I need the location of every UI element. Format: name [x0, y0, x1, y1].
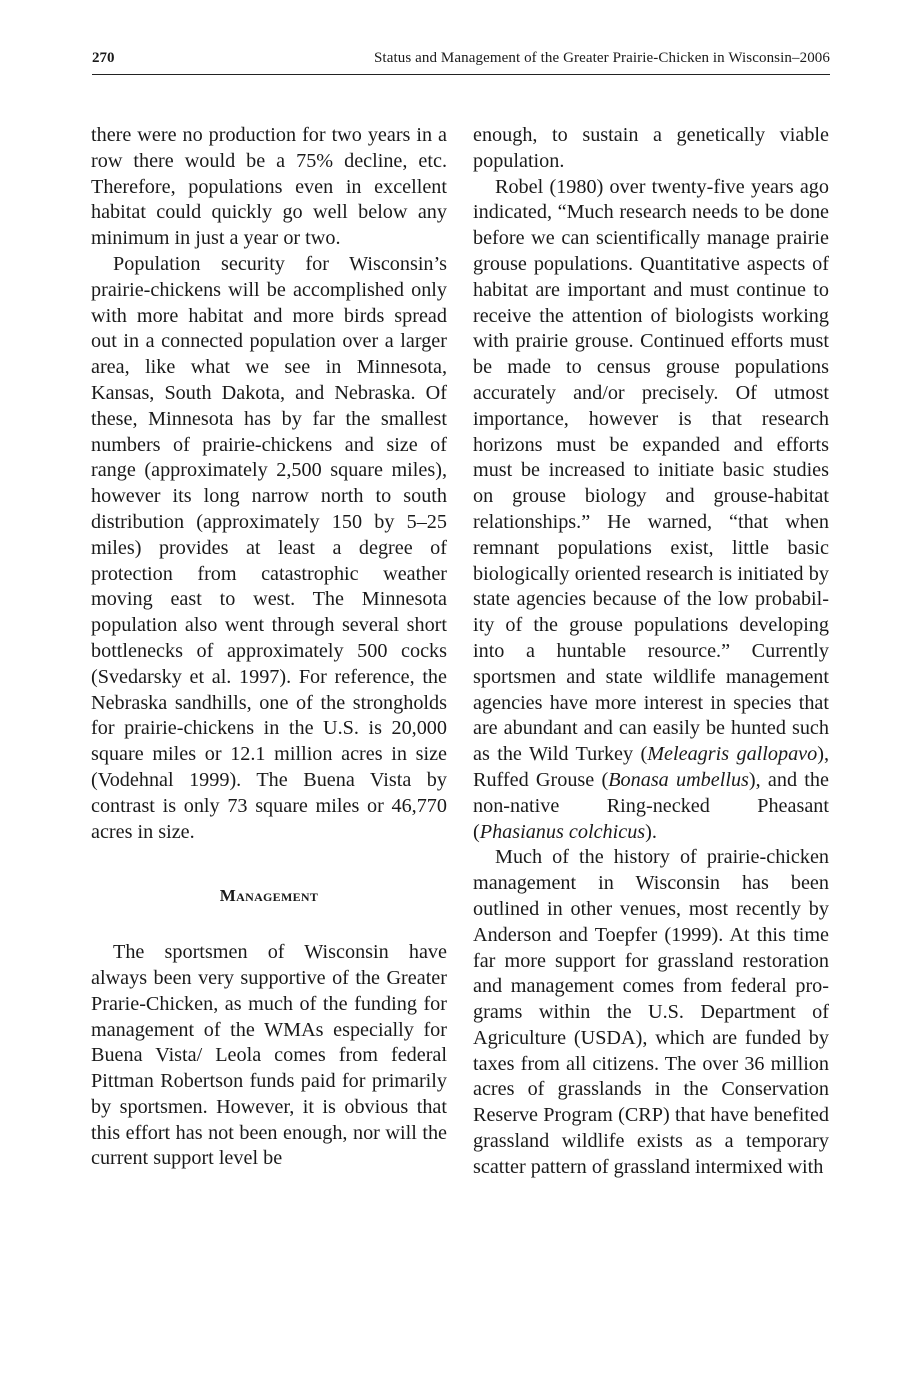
section-heading-management: Management — [219, 886, 319, 906]
species-lead-3: ), and the non-native Ring-necked Pheasant ( — [473, 768, 829, 843]
species-sci-name-2: Bonasa umbellus — [608, 768, 749, 791]
paragraph-continued: there were no production for two years in a row there would be a 75% decline, etc. Therefore, populations even in excellent habitat could quickly go well below any minimum in just a year or two. — [91, 124, 447, 250]
species-lead-1: Wild Turkey ( — [528, 743, 648, 766]
paragraph-robel-quote — [473, 175, 829, 846]
left-column — [91, 123, 447, 1172]
robel-quote-text: Robel (1980) over twenty-five years ago indicated, “Much research needs to be done before we can scientifically manage prairie grouse populations. Quantitative aspects of habitat are important and must continue to receive the attention of biologists working with prairie grouse. Continued efforts must be made to census grouse populations accurately and/or precisely. Of utmost importance, however is that research horizons must be expanded and efforts must be increased to initiate basic studies on grouse biology and grouse-habitat relationships.” He warned, “that when remnant populations exist, little basic biologically oriented research is initiated by state agencies because of the low probability of the grouse populations developing into a huntable resource.” Currently sportsmen and state wildlife management agencies have more interest in species that are abundant and can easily be hunted such as the — [473, 175, 829, 766]
running-title: Status and Management of the Greater Prairie-Chicken in Wisconsin–2006 — [373, 50, 830, 66]
paragraph-end: ). — [645, 820, 657, 843]
species-lead-2: ), Ruffed Grouse ( — [473, 743, 830, 791]
species-sci-name-3: Phasianus colchicus — [479, 820, 646, 843]
paragraph-continued-right: enough, to sustain a genetically viable population. — [473, 124, 829, 172]
species-sci-name-1: Meleagris gallopavo — [647, 743, 818, 766]
paragraph-sportsmen: The sportsmen of Wisconsin have always been very supportive of the Greater Prarie-Chicken, as much of the funding for management of the WMAs especially for Buena Vista/ Leola comes from federal Pittman Robertson funds paid for primarily by sportsmen. However, it is obvious that this effort has not been enough, nor will the current support level be — [91, 941, 447, 1170]
running-header — [92, 48, 830, 75]
right-column — [473, 123, 829, 1181]
page-number: 270 — [92, 50, 115, 66]
paragraph-population-security: Population security for Wisconsin’s prairie-chickens will be accomplished only with more habitat and more birds spread out in a connected population over a larger area, like what we see in Minnesota, Kansas, South Dakota, and Nebraska. Of these, Minnesota has by far the smallest numbers of prairie-chickens and size of range (approximately 2,500 square miles), however its long narrow north to south distribution (approximately 150 by 5–25 miles) provides at least a degree of protection from catastrophic weather moving east to west. The Minnesota population also went through several short bottlenecks of approximately 500 cocks (Svedarsky et al. 1997). For reference, the Nebraska sandhills, one of the strongholds for prairie-chickens in the U.S. is 20,000 square miles or 12.1 million acres in size (Vodehnal 1999). The Buena Vista by contrast is only 73 square miles or 46,770 acres in size. — [91, 252, 447, 843]
paragraph-history: Much of the history of prairie-chicken management in Wisconsin has been outlined in other venues, most recently by Anderson and Toepfer (1999). At this time far more support for grassland restoration and management comes from federal programs within the U.S. Department of Agriculture (USDA), which are funded by taxes from all citizens. The over 36 million acres of grasslands in the Conservation Reserve Program (CRP) that have benefited grassland wildlife exists as a temporary scatter pattern of grassland intermixed with — [473, 846, 829, 1178]
